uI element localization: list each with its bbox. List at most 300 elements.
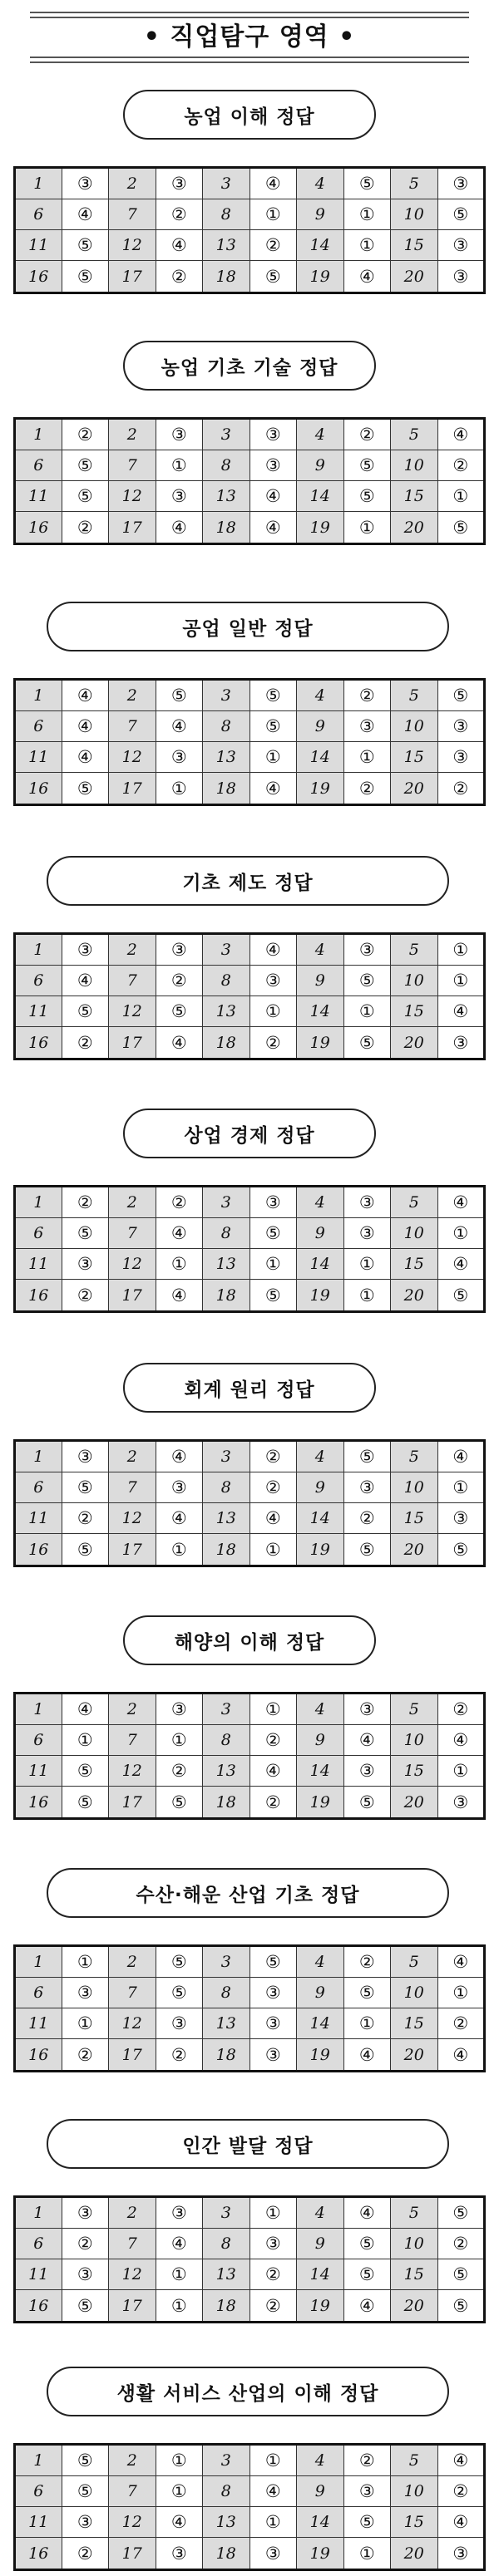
question-number: 13 xyxy=(203,481,250,512)
answer-value: ⑤ xyxy=(437,512,485,544)
answer-value: ④ xyxy=(62,1694,109,1725)
answer-value: ⑤ xyxy=(343,2507,391,2538)
question-number: 10 xyxy=(391,450,438,481)
header-rule xyxy=(30,57,469,58)
question-number: 16 xyxy=(15,261,62,293)
question-number: 12 xyxy=(109,2259,156,2290)
answer-value: ④ xyxy=(62,711,109,742)
section-title: 인간 발달 정답 xyxy=(47,2119,449,2169)
answer-value: ② xyxy=(62,2229,109,2259)
answer-value: ① xyxy=(62,2008,109,2039)
answer-value: ① xyxy=(250,2197,297,2229)
answer-value: ④ xyxy=(156,1218,203,1249)
question-number: 10 xyxy=(391,2476,438,2507)
answer-value: ① xyxy=(343,2538,391,2570)
question-number: 5 xyxy=(391,1441,438,1472)
answer-value: ② xyxy=(343,2445,391,2476)
answer-value: ④ xyxy=(156,711,203,742)
question-number: 11 xyxy=(15,996,62,1027)
answer-value: ④ xyxy=(437,1946,485,1978)
question-number: 6 xyxy=(15,2229,62,2259)
question-number: 10 xyxy=(391,199,438,230)
question-number: 3 xyxy=(203,2197,250,2229)
answer-value: ④ xyxy=(343,1725,391,1756)
answer-value: ⑤ xyxy=(62,2476,109,2507)
question-number: 10 xyxy=(391,1218,438,1249)
table-row xyxy=(15,1534,485,1566)
question-number: 12 xyxy=(109,742,156,773)
question-number: 1 xyxy=(15,168,62,199)
question-number: 15 xyxy=(391,1756,438,1787)
question-number: 13 xyxy=(203,1756,250,1787)
answer-value: ⑤ xyxy=(343,1787,391,1819)
answer-table xyxy=(13,2443,486,2571)
question-number: 14 xyxy=(297,481,344,512)
question-number: 8 xyxy=(203,2229,250,2259)
question-number: 12 xyxy=(109,996,156,1027)
answer-value: ② xyxy=(62,1280,109,1312)
answer-value: ② xyxy=(62,2538,109,2570)
question-number: 16 xyxy=(15,2290,62,2323)
answer-section xyxy=(0,341,499,548)
answer-value: ⑤ xyxy=(62,230,109,261)
question-number: 1 xyxy=(15,680,62,711)
answer-value: ⑤ xyxy=(156,996,203,1027)
answer-value: ④ xyxy=(250,2476,297,2507)
question-number: 5 xyxy=(391,680,438,711)
answer-value: ⑤ xyxy=(343,481,391,512)
answer-value: ③ xyxy=(437,711,485,742)
question-number: 6 xyxy=(15,1472,62,1503)
answer-value: ⑤ xyxy=(156,1978,203,2008)
page-header xyxy=(30,12,469,63)
answer-value: ⑤ xyxy=(343,2259,391,2290)
question-number: 6 xyxy=(15,1218,62,1249)
question-number: 17 xyxy=(109,773,156,805)
answer-value: ④ xyxy=(156,1503,203,1534)
question-number: 12 xyxy=(109,1503,156,1534)
answer-table xyxy=(13,678,486,806)
question-number: 7 xyxy=(109,711,156,742)
answer-value: ② xyxy=(250,1027,297,1059)
question-number: 17 xyxy=(109,1280,156,1312)
question-number: 9 xyxy=(297,450,344,481)
answer-value: ④ xyxy=(437,1187,485,1218)
section-title: 기초 제도 정답 xyxy=(47,856,449,906)
question-number: 5 xyxy=(391,168,438,199)
answer-value: ② xyxy=(156,966,203,996)
question-number: 19 xyxy=(297,1280,344,1312)
answer-value: ① xyxy=(250,996,297,1027)
answer-value: ② xyxy=(62,512,109,544)
answer-value: ⑤ xyxy=(250,1218,297,1249)
question-number: 19 xyxy=(297,2039,344,2072)
answer-value: ② xyxy=(250,2290,297,2323)
question-number: 16 xyxy=(15,2538,62,2570)
header-rule xyxy=(30,17,469,18)
question-number: 2 xyxy=(109,1694,156,1725)
question-number: 4 xyxy=(297,934,344,966)
answer-value: ① xyxy=(437,934,485,966)
answer-value: ⑤ xyxy=(62,1787,109,1819)
table-row xyxy=(15,2259,485,2290)
question-number: 20 xyxy=(391,1280,438,1312)
answer-value: ③ xyxy=(62,2507,109,2538)
question-number: 18 xyxy=(203,1787,250,1819)
answer-value: ⑤ xyxy=(343,2229,391,2259)
question-number: 7 xyxy=(109,199,156,230)
table-row xyxy=(15,934,485,966)
answer-value: ① xyxy=(343,230,391,261)
answer-value: ① xyxy=(250,742,297,773)
question-number: 15 xyxy=(391,2507,438,2538)
answer-value: ⑤ xyxy=(62,450,109,481)
question-number: 9 xyxy=(297,1978,344,2008)
question-number: 4 xyxy=(297,2445,344,2476)
question-number: 6 xyxy=(15,450,62,481)
answer-value: ① xyxy=(437,1218,485,1249)
question-number: 8 xyxy=(203,1472,250,1503)
question-number: 20 xyxy=(391,261,438,293)
answer-value: ④ xyxy=(437,1249,485,1280)
table-row xyxy=(15,261,485,293)
table-row xyxy=(15,230,485,261)
answer-value: ③ xyxy=(156,2197,203,2229)
question-number: 17 xyxy=(109,512,156,544)
question-number: 2 xyxy=(109,680,156,711)
answer-value: ④ xyxy=(156,2507,203,2538)
question-number: 19 xyxy=(297,1534,344,1566)
table-row xyxy=(15,1787,485,1819)
answer-value: ⑤ xyxy=(62,1472,109,1503)
question-number: 8 xyxy=(203,450,250,481)
question-number: 7 xyxy=(109,2229,156,2259)
table-row xyxy=(15,168,485,199)
question-number: 13 xyxy=(203,1503,250,1534)
question-number: 15 xyxy=(391,996,438,1027)
answer-value: ① xyxy=(156,2476,203,2507)
answer-value: ① xyxy=(156,1725,203,1756)
answer-value: ② xyxy=(62,1503,109,1534)
question-number: 14 xyxy=(297,1756,344,1787)
table-row xyxy=(15,2039,485,2072)
answer-value: ① xyxy=(250,1694,297,1725)
question-number: 12 xyxy=(109,230,156,261)
answer-value: ③ xyxy=(156,934,203,966)
answer-value: ③ xyxy=(62,2197,109,2229)
question-number: 20 xyxy=(391,1787,438,1819)
answer-section xyxy=(0,1363,499,1571)
answer-value: ① xyxy=(250,2507,297,2538)
table-row xyxy=(15,481,485,512)
answer-value: ⑤ xyxy=(437,680,485,711)
table-row xyxy=(15,512,485,544)
question-number: 15 xyxy=(391,742,438,773)
question-number: 11 xyxy=(15,230,62,261)
question-number: 18 xyxy=(203,2290,250,2323)
answer-value: ④ xyxy=(437,419,485,450)
answer-value: ① xyxy=(156,773,203,805)
question-number: 3 xyxy=(203,1441,250,1472)
table-row xyxy=(15,711,485,742)
answer-value: ④ xyxy=(437,2445,485,2476)
answer-value: ③ xyxy=(156,481,203,512)
answer-value: ⑤ xyxy=(437,1534,485,1566)
answer-value: ⑤ xyxy=(250,261,297,293)
question-number: 8 xyxy=(203,966,250,996)
table-row xyxy=(15,2290,485,2323)
answer-value: ⑤ xyxy=(156,1787,203,1819)
answer-section xyxy=(0,90,499,297)
question-number: 18 xyxy=(203,1280,250,1312)
answer-value: ② xyxy=(250,1472,297,1503)
question-number: 12 xyxy=(109,1756,156,1787)
answer-section xyxy=(0,1109,499,1316)
question-number: 5 xyxy=(391,1187,438,1218)
question-number: 4 xyxy=(297,1694,344,1725)
answer-value: ⑤ xyxy=(343,1534,391,1566)
table-row xyxy=(15,1503,485,1534)
question-number: 6 xyxy=(15,199,62,230)
answer-value: ⑤ xyxy=(62,1218,109,1249)
answer-value: ① xyxy=(343,512,391,544)
answer-value: ② xyxy=(343,419,391,450)
table-row xyxy=(15,1946,485,1978)
question-number: 9 xyxy=(297,1472,344,1503)
answer-value: ② xyxy=(437,773,485,805)
answer-value: ③ xyxy=(62,934,109,966)
answer-value: ① xyxy=(156,2290,203,2323)
question-number: 14 xyxy=(297,742,344,773)
answer-table xyxy=(13,2195,486,2323)
answer-section xyxy=(0,856,499,1064)
answer-value: ④ xyxy=(250,512,297,544)
answer-value: ⑤ xyxy=(343,1027,391,1059)
question-number: 4 xyxy=(297,1187,344,1218)
question-number: 10 xyxy=(391,1978,438,2008)
question-number: 20 xyxy=(391,1534,438,1566)
answer-value: ④ xyxy=(437,1441,485,1472)
answer-value: ② xyxy=(343,1503,391,1534)
question-number: 8 xyxy=(203,711,250,742)
answer-value: ③ xyxy=(437,1503,485,1534)
answer-value: ③ xyxy=(343,1756,391,1787)
question-number: 18 xyxy=(203,1027,250,1059)
answer-value: ① xyxy=(156,450,203,481)
question-number: 17 xyxy=(109,261,156,293)
question-number: 16 xyxy=(15,773,62,805)
question-number: 7 xyxy=(109,2476,156,2507)
answer-value: ③ xyxy=(343,711,391,742)
answer-value: ⑤ xyxy=(62,773,109,805)
answer-value: ① xyxy=(343,1280,391,1312)
answer-value: ④ xyxy=(250,168,297,199)
answer-table xyxy=(13,1185,486,1313)
question-number: 14 xyxy=(297,1503,344,1534)
question-number: 13 xyxy=(203,2008,250,2039)
header-rule xyxy=(30,61,469,63)
question-number: 2 xyxy=(109,419,156,450)
table-row xyxy=(15,1725,485,1756)
question-number: 15 xyxy=(391,481,438,512)
question-number: 13 xyxy=(203,996,250,1027)
answer-value: ③ xyxy=(250,2008,297,2039)
question-number: 3 xyxy=(203,2445,250,2476)
question-number: 18 xyxy=(203,2538,250,2570)
answer-value: ① xyxy=(62,1725,109,1756)
question-number: 14 xyxy=(297,2008,344,2039)
section-title: 해양의 이해 정답 xyxy=(123,1615,376,1665)
question-number: 7 xyxy=(109,1218,156,1249)
answer-value: ② xyxy=(437,2476,485,2507)
answer-value: ② xyxy=(437,1694,485,1725)
table-row xyxy=(15,450,485,481)
section-title: 상업 경제 정답 xyxy=(123,1109,376,1158)
answer-value: ① xyxy=(62,1946,109,1978)
question-number: 15 xyxy=(391,1249,438,1280)
answer-value: ② xyxy=(156,261,203,293)
answer-value: ② xyxy=(156,2039,203,2072)
answer-value: ⑤ xyxy=(156,1946,203,1978)
question-number: 6 xyxy=(15,711,62,742)
answer-value: ④ xyxy=(343,2039,391,2072)
question-number: 15 xyxy=(391,230,438,261)
answer-value: ③ xyxy=(343,1218,391,1249)
question-number: 9 xyxy=(297,2229,344,2259)
answer-value: ⑤ xyxy=(343,168,391,199)
section-title: 공업 일반 정답 xyxy=(47,602,449,651)
answer-value: ③ xyxy=(156,2538,203,2570)
answer-value: ③ xyxy=(250,966,297,996)
question-number: 17 xyxy=(109,2538,156,2570)
question-number: 18 xyxy=(203,261,250,293)
answer-section xyxy=(0,1615,499,1823)
question-number: 17 xyxy=(109,1027,156,1059)
answer-value: ⑤ xyxy=(437,2259,485,2290)
table-row xyxy=(15,1027,485,1059)
question-number: 1 xyxy=(15,1187,62,1218)
answer-value: ③ xyxy=(156,419,203,450)
question-number: 12 xyxy=(109,1249,156,1280)
answer-value: ① xyxy=(156,1534,203,1566)
question-number: 3 xyxy=(203,934,250,966)
question-number: 19 xyxy=(297,2538,344,2570)
question-number: 3 xyxy=(203,419,250,450)
table-row xyxy=(15,773,485,805)
question-number: 2 xyxy=(109,1441,156,1472)
answer-value: ③ xyxy=(343,1694,391,1725)
question-number: 9 xyxy=(297,711,344,742)
answer-value: ① xyxy=(343,199,391,230)
question-number: 9 xyxy=(297,966,344,996)
question-number: 1 xyxy=(15,2197,62,2229)
question-number: 18 xyxy=(203,512,250,544)
answer-value: ⑤ xyxy=(250,1280,297,1312)
question-number: 2 xyxy=(109,168,156,199)
section-title: 농업 기초 기술 정답 xyxy=(123,341,376,391)
answer-value: ③ xyxy=(156,1472,203,1503)
question-number: 13 xyxy=(203,230,250,261)
answer-value: ② xyxy=(156,1756,203,1787)
question-number: 3 xyxy=(203,1187,250,1218)
answer-value: ⑤ xyxy=(62,1534,109,1566)
table-row xyxy=(15,996,485,1027)
question-number: 6 xyxy=(15,1978,62,2008)
answer-value: ④ xyxy=(343,2290,391,2323)
question-number: 8 xyxy=(203,1218,250,1249)
answer-value: ② xyxy=(156,199,203,230)
section-title: 생활 서비스 산업의 이해 정답 xyxy=(47,2367,449,2416)
question-number: 16 xyxy=(15,1534,62,1566)
question-number: 6 xyxy=(15,1725,62,1756)
answer-section xyxy=(0,602,499,809)
question-number: 2 xyxy=(109,1946,156,1978)
question-number: 17 xyxy=(109,1787,156,1819)
answer-value: ④ xyxy=(156,1027,203,1059)
answer-section xyxy=(0,2367,499,2574)
answer-value: ② xyxy=(62,2039,109,2072)
answer-value: ① xyxy=(250,199,297,230)
question-number: 13 xyxy=(203,2507,250,2538)
question-number: 12 xyxy=(109,2507,156,2538)
question-number: 10 xyxy=(391,1472,438,1503)
answer-value: ④ xyxy=(156,230,203,261)
question-number: 5 xyxy=(391,2197,438,2229)
question-number: 16 xyxy=(15,1027,62,1059)
answer-value: ④ xyxy=(250,1503,297,1534)
question-number: 7 xyxy=(109,1725,156,1756)
question-number: 16 xyxy=(15,2039,62,2072)
answer-value: ④ xyxy=(250,934,297,966)
question-number: 7 xyxy=(109,450,156,481)
answer-value: ③ xyxy=(250,1978,297,2008)
answer-value: ③ xyxy=(343,2476,391,2507)
question-number: 11 xyxy=(15,2008,62,2039)
table-row xyxy=(15,1472,485,1503)
answer-value: ⑤ xyxy=(343,1441,391,1472)
answer-value: ② xyxy=(343,773,391,805)
question-number: 16 xyxy=(15,512,62,544)
answer-value: ② xyxy=(250,230,297,261)
question-number: 20 xyxy=(391,773,438,805)
question-number: 19 xyxy=(297,773,344,805)
question-number: 10 xyxy=(391,966,438,996)
answer-value: ② xyxy=(250,1787,297,1819)
table-row xyxy=(15,1441,485,1472)
question-number: 14 xyxy=(297,996,344,1027)
answer-value: ① xyxy=(343,1249,391,1280)
question-number: 2 xyxy=(109,2197,156,2229)
question-number: 16 xyxy=(15,1787,62,1819)
question-number: 20 xyxy=(391,512,438,544)
question-number: 18 xyxy=(203,773,250,805)
answer-value: ④ xyxy=(437,1725,485,1756)
question-number: 19 xyxy=(297,2290,344,2323)
table-row xyxy=(15,2476,485,2507)
answer-value: ④ xyxy=(343,261,391,293)
table-row xyxy=(15,2229,485,2259)
answer-value: ③ xyxy=(343,934,391,966)
question-number: 16 xyxy=(15,1280,62,1312)
answer-value: ⑤ xyxy=(62,2290,109,2323)
question-number: 5 xyxy=(391,2445,438,2476)
answer-value: ③ xyxy=(62,2259,109,2290)
answer-value: ③ xyxy=(250,2229,297,2259)
answer-table xyxy=(13,1439,486,1567)
question-number: 4 xyxy=(297,1441,344,1472)
question-number: 19 xyxy=(297,512,344,544)
table-row xyxy=(15,1756,485,1787)
